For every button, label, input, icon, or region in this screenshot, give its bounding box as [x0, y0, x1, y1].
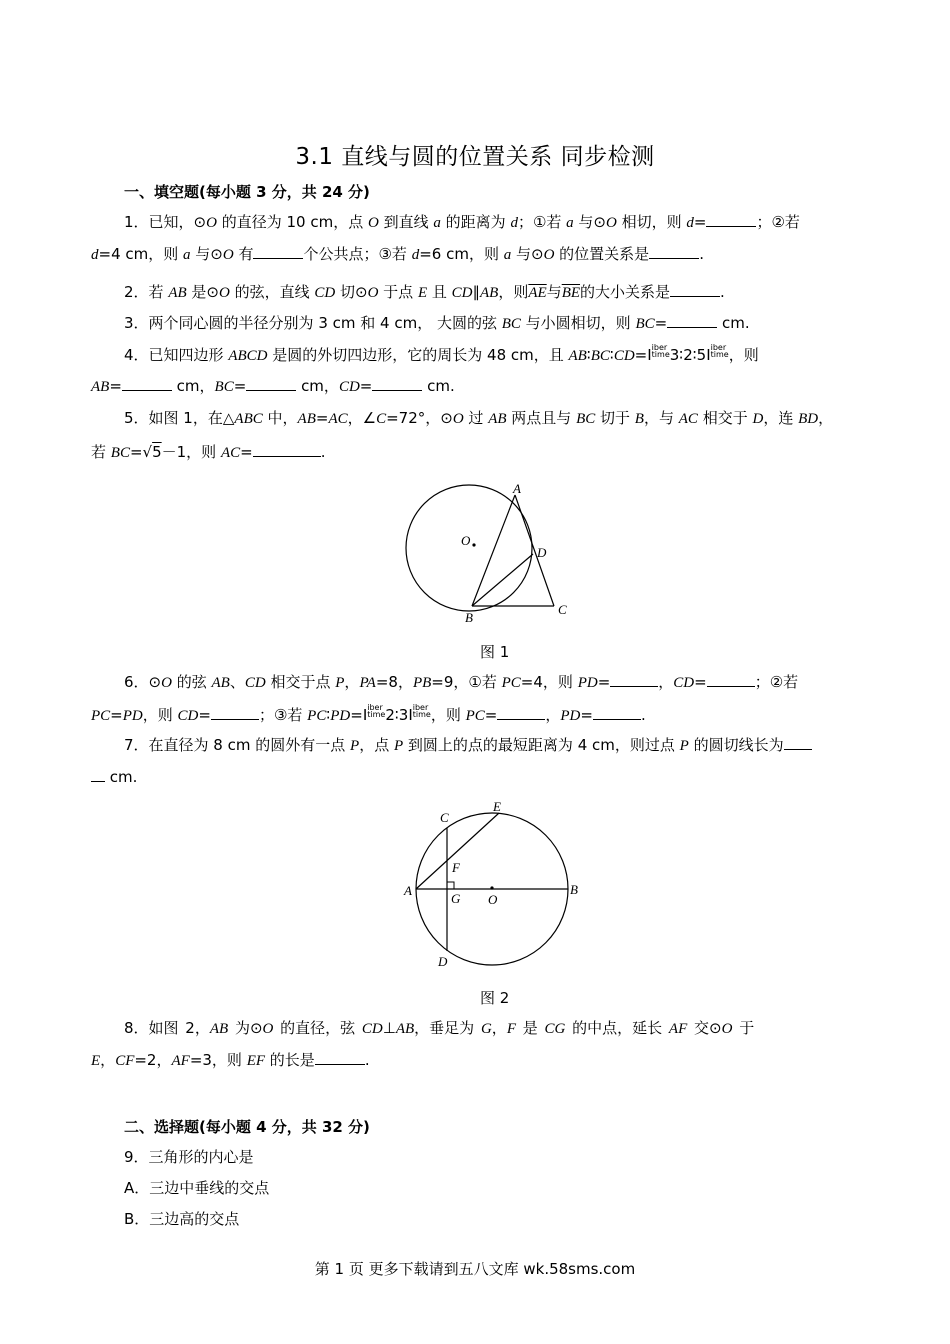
question-8-line-2: E，CF=2，AF=3，则 EF 的长是 .: [91, 1051, 370, 1069]
question-8-line-1: 8．如图 2，AB 为⊙O 的直径，弦 CD⊥AB，垂足为 G，F 是 CG 的中点，延长 AF 交⊙O 于: [124, 1019, 755, 1037]
answer-blank: [315, 1050, 365, 1065]
question-9-option-b: B．三边高的交点: [124, 1210, 240, 1228]
question-9-stem: 9．三角形的内心是: [124, 1148, 254, 1166]
answer-blank: [372, 376, 422, 391]
answer-blank: [706, 212, 756, 227]
question-6-line-2: PC=PD，则 CD= ；③若 PC∶PD=Iiber time2∶3Iiber time，则 PC= ，PD= .: [91, 703, 646, 724]
page-footer: 第 1 页 更多下载请到五八文库 wk.58sms.com: [314, 1260, 636, 1278]
question-7-line-1: 7．在直径为 8 cm 的圆外有一点 P，点 P 到圆上的点的最短距离为 4 cm，则过点 P 的圆切线长为: [124, 735, 812, 756]
answer-blank: [667, 313, 717, 328]
question-6-line-1: 6．⊙O 的弦 AB、CD 相交于点 P，PA=8，PB=9，①若 PC=4，则 PD= ，CD= ；②若: [124, 673, 799, 691]
fig2-label-b: B: [570, 882, 578, 897]
fig2-center-dot: [490, 886, 493, 889]
fig2-label-a: A: [404, 883, 412, 898]
answer-blank: [707, 672, 755, 687]
question-4-line-2: AB= cm，BC= cm，CD= cm.: [91, 377, 455, 395]
fig2-label-f: F: [452, 860, 460, 875]
fig2-label-d: D: [438, 954, 448, 969]
answer-blank: [246, 376, 296, 391]
answer-blank: [497, 705, 545, 720]
arc-be: $\overline{BE}$: [561, 285, 581, 301]
answer-blank: [593, 705, 641, 720]
figure-1-diagram: [405, 478, 585, 628]
fig2-label-c: C: [440, 810, 449, 825]
answer-blank: [649, 244, 699, 259]
fig2-segment-ae: [416, 813, 499, 889]
figure-1-caption: 图 1: [480, 643, 510, 661]
fig1-label-a: A: [513, 481, 521, 496]
answer-blank: [670, 282, 720, 297]
question-7-line-2: cm.: [91, 767, 137, 787]
section-heading-multiple-choice: 二、选择题(每小题 4 分，共 32 分): [124, 1118, 370, 1136]
fig1-label-d: D: [537, 545, 547, 560]
fig1-segment-ab: [472, 495, 515, 606]
section-heading-fill-in: 一、填空题(每小题 3 分，共 24 分): [124, 183, 370, 201]
fig1-label-c: C: [558, 602, 567, 617]
answer-blank: [91, 767, 105, 782]
arc-ae: $\overline{AE}$: [528, 285, 547, 301]
fig2-label-e: E: [493, 799, 501, 814]
question-2: 2．若 AB 是⊙O 的弦，直线 CD 切⊙O 于点 E 且 CD∥AB，则$\overline{AE}$与$\overline{BE}$的大小关系是 .: [124, 283, 725, 301]
fig1-segment-ac: [515, 495, 554, 606]
question-1-line-1: 1．已知，⊙O 的直径为 10 cm，点 O 到直线 a 的距离为 d；①若 a 与⊙O 相切，则 d= ；②若: [124, 213, 800, 231]
figure-2-caption: 图 2: [480, 989, 510, 1007]
question-9-option-a: A．三边中垂线的交点: [124, 1179, 270, 1197]
question-5-line-1: 5．如图 1，在△ABC 中，AB=AC，∠C=72°，⊙O 过 AB 两点且与 BC 切于 B，与 AC 相交于 D，连 BD，: [124, 409, 834, 427]
answer-blank: [122, 376, 172, 391]
answer-blank: [784, 735, 812, 750]
fig1-label-b: B: [465, 610, 473, 625]
sqrt-symbol: √: [142, 443, 153, 461]
page-title: 3.1 直线与圆的位置关系 同步检测: [295, 144, 655, 170]
fig2-label-o: O: [488, 892, 498, 907]
figure-2-diagram: [398, 796, 588, 974]
question-3: 3．两个同心圆的半径分别为 3 cm 和 4 cm， 大圆的弦 BC 与小圆相切，则 BC= cm.: [124, 314, 750, 332]
fig1-circle: [406, 485, 532, 611]
answer-blank: [211, 705, 259, 720]
fig2-right-angle-mark: [447, 882, 454, 889]
fig1-label-o: O: [461, 533, 471, 548]
fig2-label-g: G: [451, 891, 461, 906]
answer-blank: [253, 442, 321, 457]
answer-blank: [610, 672, 658, 687]
question-5-line-2: 若 BC=√5－1，则 AC= .: [91, 443, 326, 461]
question-1-line-2: d=4 cm，则 a 与⊙O 有 个公共点；③若 d=6 cm，则 a 与⊙O 的位置关系是 .: [91, 245, 704, 263]
fig1-center-dot: [472, 543, 475, 546]
question-4-line-1: 4．已知四边形 ABCD 是圆的外切四边形，它的周长为 48 cm，且 AB∶BC∶CD=Iiber time3∶2∶5Iiber time，则: [124, 343, 759, 364]
answer-blank: [253, 244, 303, 259]
